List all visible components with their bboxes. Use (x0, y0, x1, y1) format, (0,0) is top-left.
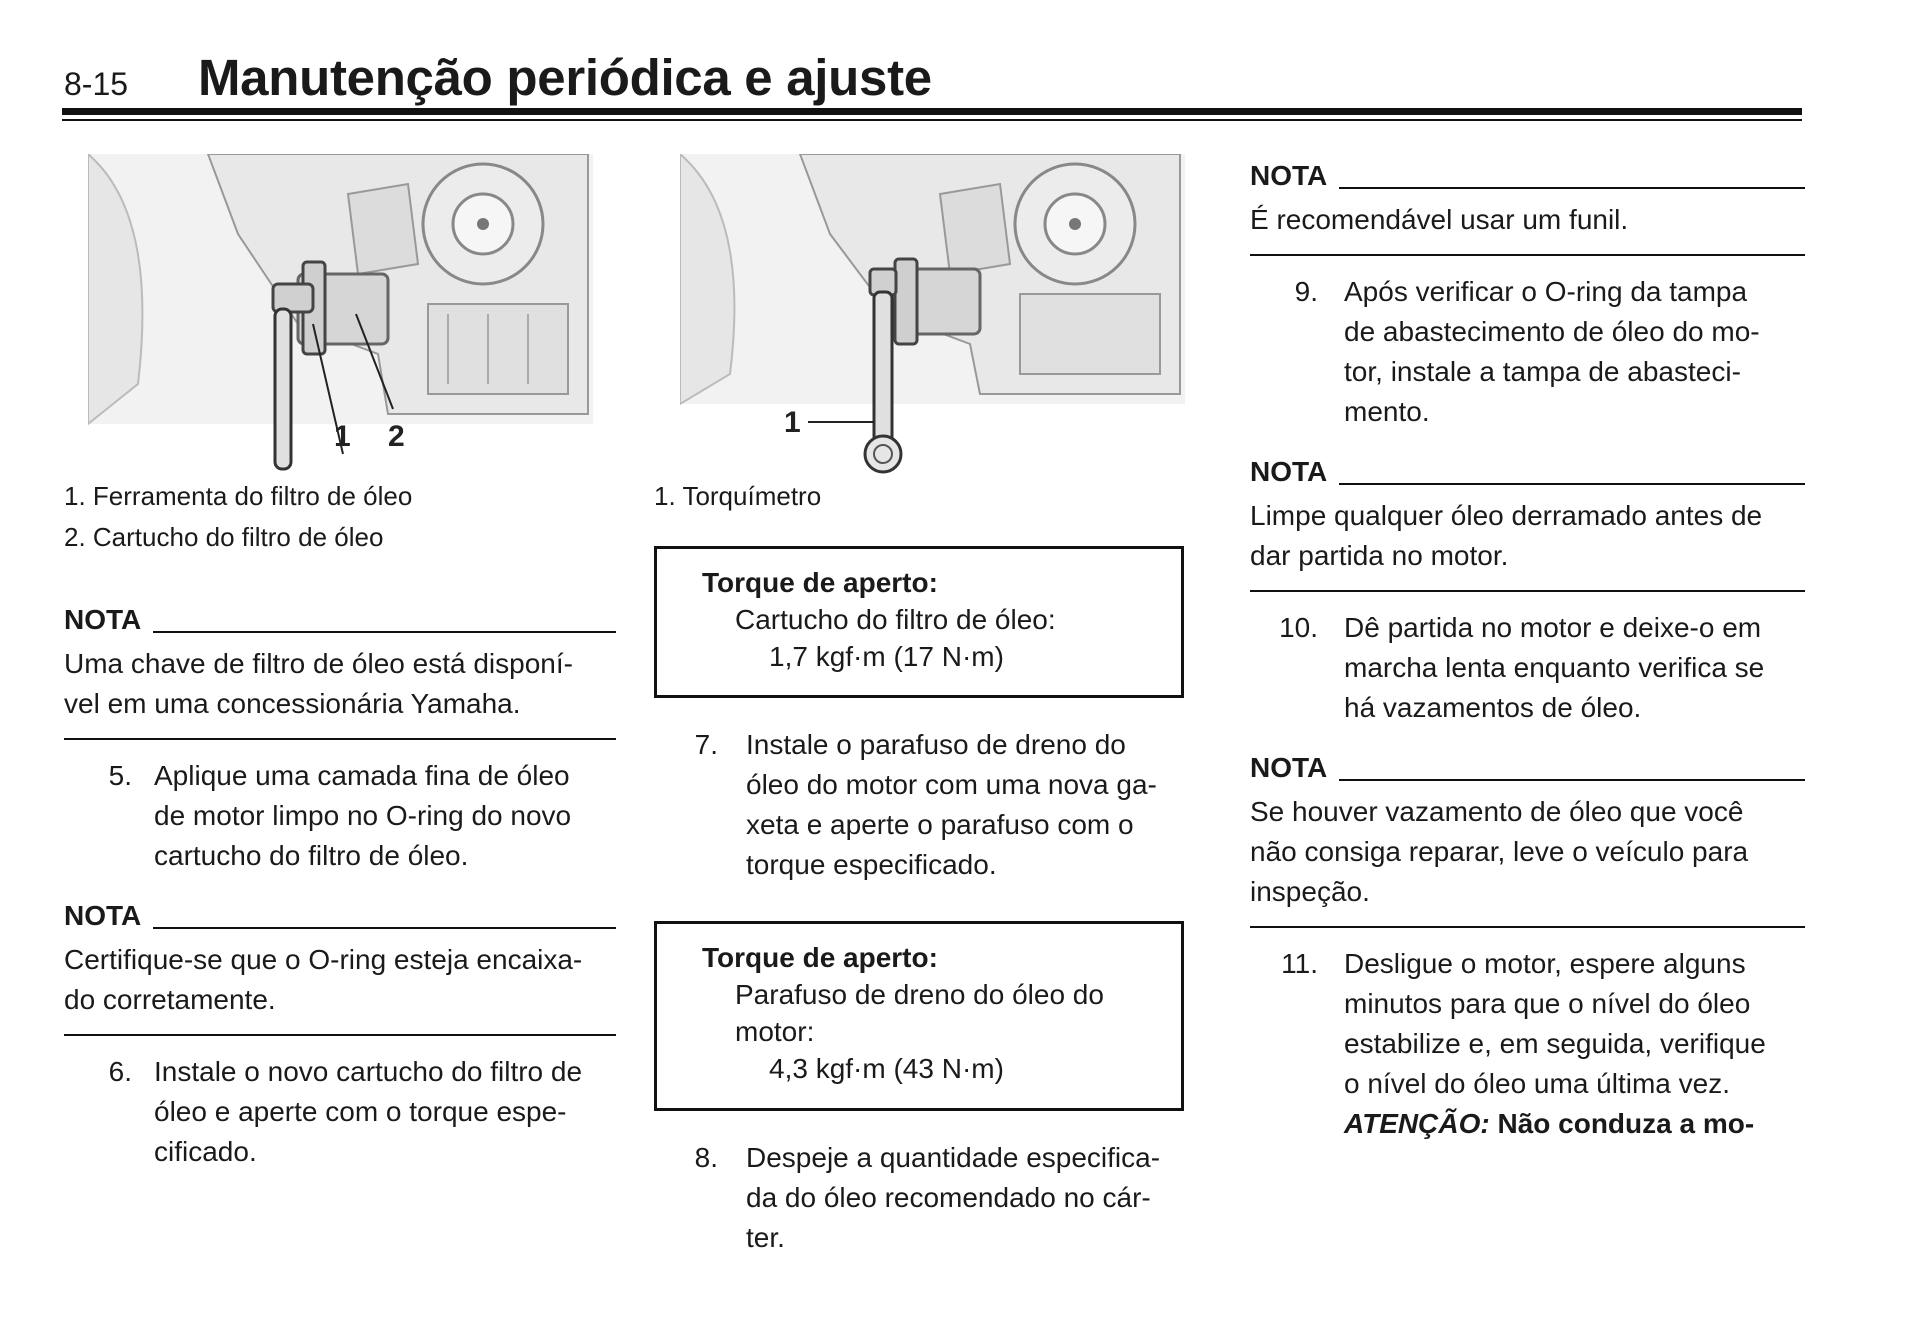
header-rule-thick (62, 108, 1802, 115)
nota-end-rule (64, 1034, 616, 1036)
nota-text (1250, 792, 1805, 912)
nota-end-rule (1250, 254, 1805, 256)
text-line: cificado. (154, 1136, 257, 1167)
caption-torque-wrench: 1. Torquímetro (654, 481, 822, 511)
text-line: torque especificado. (746, 849, 997, 880)
text-line: do corretamente. (64, 984, 276, 1015)
nota-end-rule (64, 738, 616, 740)
text-line: Certifique-se que o O-ring esteja encaixa- (64, 944, 583, 975)
text-line: mento. (1344, 396, 1430, 427)
step-6 (64, 1052, 616, 1172)
callout-1: 1 (784, 406, 801, 439)
text-line: É recomendável usar um funil. (1250, 204, 1629, 235)
nota-end-rule (1250, 926, 1805, 928)
torque-wrench-illustration (680, 154, 1185, 479)
step-8 (654, 1138, 1210, 1258)
step-text (154, 756, 616, 876)
torque-value: 1,7 kgf·m (17 N·m) (769, 641, 1004, 672)
text-line: há vazamentos de óleo. (1344, 692, 1642, 723)
nota-heading (64, 898, 616, 936)
text-line: da do óleo recomendado no cár- (746, 1182, 1151, 1213)
text-line: estabilize e, em seguida, verifique (1344, 1028, 1766, 1059)
torque-item: Cartucho do filtro de óleo: (735, 604, 1056, 635)
nota-rule (1339, 187, 1805, 189)
page-number: 8-15 (64, 66, 129, 102)
nota-heading (1250, 158, 1805, 196)
text-line: Parafuso de dreno do óleo do (735, 979, 1104, 1010)
header-rule-thin (62, 119, 1802, 121)
text-line: Após verificar o O-ring da tampa (1344, 276, 1748, 307)
text-line: marcha lenta enquanto verifica se (1344, 652, 1765, 683)
text-line: Instale o parafuso de dreno do (746, 729, 1126, 760)
nota-label: NOTA (1250, 456, 1328, 487)
torque-label: Torque de aperto: (702, 942, 938, 973)
torque-value: 4,3 kgf·m (43 N·m) (769, 1053, 1004, 1084)
nota-end-rule (1250, 590, 1805, 592)
text-line: Se houver vazamento de óleo que você (1250, 796, 1744, 827)
text-line: de motor limpo no O-ring do novo (154, 800, 572, 831)
text-line: motor: (735, 1016, 815, 1047)
warning-label: ATENÇÃO: (1344, 1108, 1490, 1139)
nota-label: NOTA (1250, 160, 1328, 191)
text-line: óleo e aperte com o torque espe- (154, 1096, 567, 1127)
nota-text (1250, 200, 1805, 240)
step-7 (654, 725, 1210, 885)
torque-box-drain-bolt (654, 921, 1184, 1111)
nota-rule (153, 631, 616, 633)
nota-label: NOTA (64, 900, 142, 931)
step-11 (1250, 944, 1805, 1144)
text-line: inspeção. (1250, 876, 1370, 907)
text-line: vel em uma concessionária Yamaha. (64, 688, 521, 719)
nota-label: NOTA (1250, 752, 1328, 783)
nota-heading (1250, 750, 1805, 788)
text-line: Despeje a quantidade especifica- (746, 1142, 1161, 1173)
warning-line (1344, 1104, 1805, 1144)
text-line: Aplique uma camada fina de óleo (154, 760, 570, 791)
step-number: 5. (108, 760, 132, 791)
column-1 (64, 602, 616, 1172)
step-number: 11. (1281, 948, 1318, 979)
text-line: o nível do óleo uma última vez. (1344, 1068, 1730, 1099)
page-title: Manutenção periódica e ajuste (198, 49, 932, 106)
step-number: 9. (1294, 276, 1318, 307)
text-line: Uma chave de filtro de óleo está disponí- (64, 648, 573, 679)
figure2-captions (654, 476, 1214, 517)
text-line: cartucho do filtro de óleo. (154, 840, 469, 871)
step-text (1344, 608, 1805, 728)
text-line: de abastecimento de óleo do mo- (1344, 316, 1760, 347)
step-text (154, 1052, 616, 1172)
nota-text (64, 940, 616, 1020)
step-number: 7. (694, 729, 718, 760)
text-line: xeta e aperte o parafuso com o (746, 809, 1134, 840)
text-line: minutos para que o nível do óleo (1344, 988, 1751, 1019)
step-5 (64, 756, 616, 876)
step-text (1344, 272, 1805, 432)
figure1-captions (64, 476, 624, 558)
text-line: dar partida no motor. (1250, 540, 1509, 571)
text-line: Desligue o motor, espere alguns (1344, 948, 1746, 979)
nota-rule (153, 927, 616, 929)
warning-text: Não conduza a mo- (1497, 1108, 1755, 1139)
step-text (746, 725, 1210, 885)
callout-1: 1 (334, 420, 351, 453)
callout-2: 2 (388, 420, 405, 453)
column-3 (1250, 158, 1805, 1144)
text-line: Instale o novo cartucho do filtro de (154, 1056, 583, 1087)
text-line: óleo do motor com uma nova ga- (746, 769, 1157, 800)
nota-text (1250, 496, 1805, 576)
nota-rule (1339, 483, 1805, 485)
text-line: ter. (746, 1222, 785, 1253)
step-number: 10. (1279, 612, 1318, 643)
step-number: 8. (694, 1142, 718, 1173)
text-line: não consiga reparar, leve o veículo para (1250, 836, 1749, 867)
text-line: tor, instale a tampa de abasteci- (1344, 356, 1741, 387)
step-number: 6. (108, 1056, 132, 1087)
nota-heading (1250, 454, 1805, 492)
text-line: Limpe qualquer óleo derramado antes de (1250, 500, 1763, 531)
text-line: Dê partida no motor e deixe-o em (1344, 612, 1762, 643)
step-9 (1250, 272, 1805, 432)
step-10 (1250, 608, 1805, 728)
step-text (1344, 944, 1805, 1144)
torque-label: Torque de aperto: (702, 567, 938, 598)
caption-oil-filter-cartridge: 2. Cartucho do filtro de óleo (64, 522, 384, 552)
torque-box-filter (654, 546, 1184, 698)
step-text (746, 1138, 1210, 1258)
oil-filter-tool-illustration (88, 154, 593, 474)
nota-label: NOTA (64, 604, 142, 635)
nota-rule (1339, 779, 1805, 781)
nota-text (64, 644, 616, 724)
nota-heading (64, 602, 616, 640)
torque-item (702, 976, 1181, 1050)
caption-oil-filter-tool: 1. Ferramenta do filtro de óleo (64, 481, 413, 511)
